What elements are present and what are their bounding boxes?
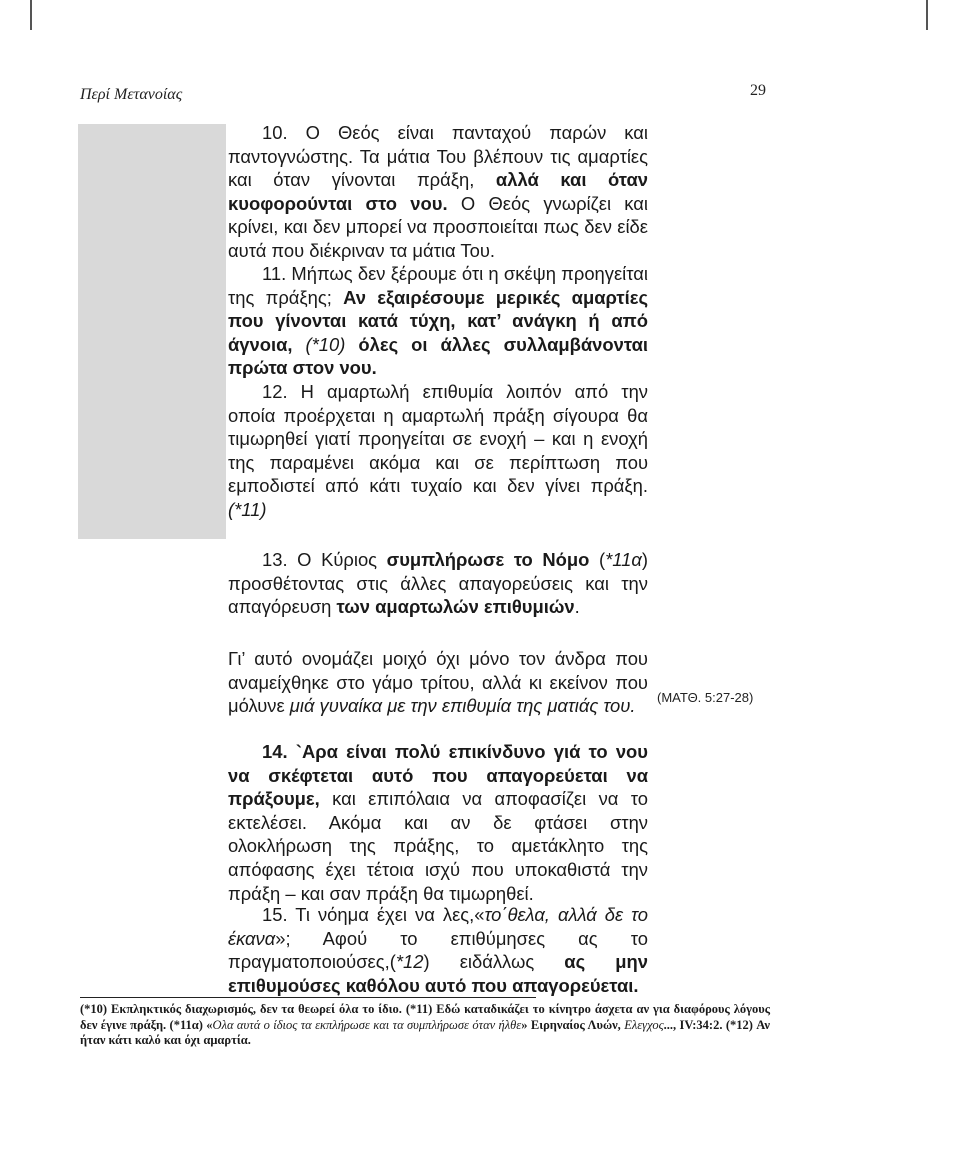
- text-run: όλες οι άλλες συλλαμβάνονται πρώτα στον νου.: [228, 333, 648, 379]
- crop-mark-top-left: [30, 0, 32, 30]
- text-run: (*10) Εκπληκτικός διαχωρισμός, δεν τα θεωρεί όλα το ίδιο. (*11) Εδώ καταδικάζει το κίνητρο άσχετα αν για διαφόρους λόγους δεν έγινε πράξη. (*11α) «: [80, 1002, 770, 1032]
- text-run: 15. Τι νόημα έχει να λες,«: [262, 904, 485, 925]
- text-run: *12: [395, 951, 424, 973]
- page-number: 29: [750, 82, 766, 99]
- text-run: 13. Ο Κύριος: [262, 549, 387, 570]
- text-run: »; Αφού το επιθύμησες ας το πραγματοποιούσες,(: [228, 927, 648, 973]
- paragraph-10: [228, 121, 648, 263]
- scripture-reference: (ΜΑΤΘ. 5:27-28): [657, 690, 754, 705]
- crop-mark-top-right: [926, 0, 928, 30]
- text-run: 14. `Αρα είναι πολύ επικίνδυνο γιά το νου να σκέφτεται αυτό που απαγορεύεται να πράξουμε,: [228, 741, 648, 810]
- text-run: Ο Θεός γνωρίζει και κρίνει, και δεν μπορεί να προσποιείται πως δεν είδε αυτά που διέκριναν τα μάτια Του.: [228, 192, 648, 261]
- text-run: *11α: [605, 549, 642, 570]
- text-run: (*10): [305, 333, 346, 355]
- text-run: Ελεγχος: [624, 1017, 664, 1032]
- paragraph-15: [228, 903, 648, 997]
- grey-margin-box: [78, 124, 226, 539]
- text-run: ) ειδάλλως: [423, 951, 565, 973]
- footnotes: [80, 1002, 770, 1049]
- text-run: 10. Ο Θεός είναι πανταχού παρών και παντογνώστης. Τα μάτια Του βλέπουν τις αμαρτίες και όταν γίνονται πράξη,: [228, 122, 648, 191]
- text-run: των αμαρτωλών επιθυμιών: [336, 596, 575, 618]
- paragraph-11: [228, 262, 648, 380]
- running-header-title: Περί Μετανοίας: [80, 86, 183, 103]
- text-run: (*11): [228, 498, 267, 520]
- text-run: (: [589, 549, 606, 570]
- text-run: αλλά και όταν κυοφορούνται στο νου.: [228, 169, 648, 214]
- text-run: Ολα αυτά ο ίδιος τα εκπλήρωσε και τα συμπλήρωσε όταν ήλθε: [212, 1017, 522, 1032]
- paragraph-13-continued: [228, 647, 648, 718]
- text-run: ..., IV:34:2. (*12) Αν ήταν κάτι καλό και όχι αμαρτία.: [80, 1017, 770, 1048]
- footnote-rule: [80, 997, 536, 998]
- text-run: ας μην επιθυμούσες καθόλου αυτό που απαγορεύεται.: [228, 951, 648, 996]
- text-run: και επιπόλαια να αποφασίζει να το εκτελέσει. Ακόμα και αν δε φτάσει στην ολοκλήρωση της πράξης, το αμετάκλητο της απόφασης έχει τέτοια ισχύ που υποκαθιστά την πράξη – και σαν πράξη θα τιμωρηθεί.: [228, 788, 648, 904]
- text-run: το΄θελα, αλλά δε το έκανα: [228, 904, 648, 949]
- text-run: 12. Η αμαρτωλή επιθυμία λοιπόν από την οποία προέρχεται η αμαρτωλή πράξη σίγουρα θα τιμωρηθεί γιατί προηγείται σε ενοχή – και η ενοχή της παραμένει ακόμα και σε περίπτωση που εμποδιστεί από κάτι τυχαίο και δεν γίνει πράξη.: [228, 381, 648, 497]
- text-run: .: [574, 596, 580, 618]
- paragraph-13: [228, 548, 648, 619]
- text-run: 11. Μήπως δεν ξέρουμε ότι η σκέψη προηγείται της πράξης;: [228, 263, 648, 308]
- text-run: ) προσθέτοντας στις άλλες απαγορεύσεις και την απαγόρευση: [228, 549, 648, 618]
- text-run: μιά γυναίκα με την επιθυμία της ματιάς του.: [289, 695, 636, 717]
- text-run: Αν εξαιρέσουμε μερικές αμαρτίες που γίνονται κατά τύχη, κατ’ ανάγκη ή από άγνοια,: [228, 286, 649, 355]
- paragraph-14: [228, 740, 648, 905]
- paragraph-12: [228, 380, 648, 522]
- text-run: Γι’ αυτό ονομάζει μοιχό όχι μόνο τον άνδρα που αναμείχθηκε στο γάμο τρίτου, αλλά κι εκείνον που μόλυνε: [228, 648, 648, 717]
- text-run: » Ειρηναίος Λυών,: [521, 1017, 625, 1032]
- text-run: συμπλήρωσε το Νόμο: [386, 549, 590, 570]
